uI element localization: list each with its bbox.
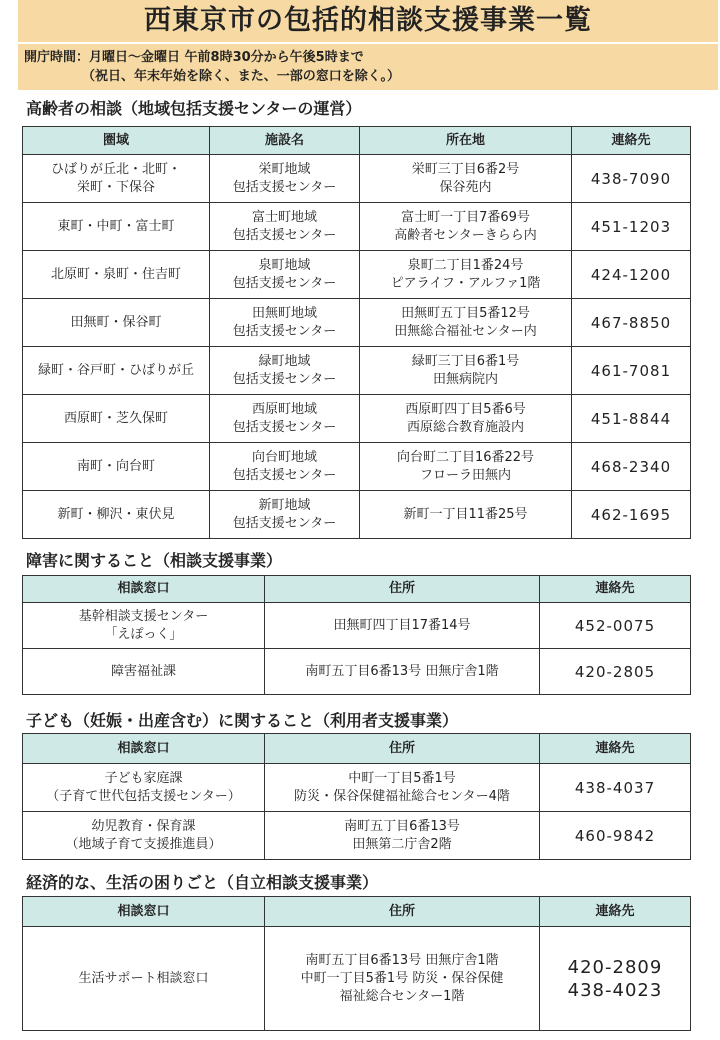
elderly-table <box>22 126 691 539</box>
table-row <box>23 251 691 299</box>
phone-cell: 420-2809 438-4023 <box>540 927 691 1031</box>
facility-cell: 泉町地域 包括支援センター <box>210 251 360 299</box>
area-cell: 南町・向台町 <box>23 443 210 491</box>
column-header: 連絡先 <box>540 897 691 927</box>
table-row <box>23 927 691 1031</box>
address-cell: 南町五丁目6番13号 田無庁舎1階 <box>265 649 540 695</box>
area-cell: ひばりが丘北・北町・ 栄町・下保谷 <box>23 155 210 203</box>
column-header: 相談窓口 <box>23 576 265 603</box>
children-table <box>22 733 691 860</box>
area-cell: 田無町・保谷町 <box>23 299 210 347</box>
children-section-heading: 子ども（妊娠・出産含む）に関すること（利用者支援事業） <box>26 711 459 730</box>
table-row <box>23 603 691 649</box>
column-header: 施設名 <box>210 127 360 155</box>
phone-cell: 438-4037 <box>540 764 691 812</box>
address-cell: 南町五丁目6番13号 田無第二庁舎2階 <box>265 812 540 860</box>
address-cell: 栄町三丁目6番2号 保谷苑内 <box>360 155 572 203</box>
phone-cell: 438-7090 <box>572 155 691 203</box>
counter-cell: 障害福祉課 <box>23 649 265 695</box>
table-row <box>23 649 691 695</box>
table-row <box>23 203 691 251</box>
facility-cell: 富士町地域 包括支援センター <box>210 203 360 251</box>
address-cell: 田無町四丁目17番14号 <box>265 603 540 649</box>
column-header: 所在地 <box>360 127 572 155</box>
phone-cell: 424-1200 <box>572 251 691 299</box>
area-cell: 北原町・泉町・住吉町 <box>23 251 210 299</box>
phone-cell: 451-1203 <box>572 203 691 251</box>
column-header: 住所 <box>265 897 540 927</box>
table-row <box>23 812 691 860</box>
office-hours-notice <box>18 44 718 90</box>
column-header: 相談窓口 <box>23 734 265 764</box>
facility-cell: 新町地域 包括支援センター <box>210 491 360 539</box>
column-header: 住所 <box>265 576 540 603</box>
counter-cell: 基幹相談支援センター 「えぽっく」 <box>23 603 265 649</box>
column-header: 圏域 <box>23 127 210 155</box>
counter-cell: 子ども家庭課 （子育て世代包括支援センター） <box>23 764 265 812</box>
facility-cell: 田無町地域 包括支援センター <box>210 299 360 347</box>
counter-cell: 幼児教育・保育課 （地域子育て支援推進員） <box>23 812 265 860</box>
table-row <box>23 395 691 443</box>
address-cell: 富士町一丁目7番69号 高齢者センターきらら内 <box>360 203 572 251</box>
column-header: 連絡先 <box>540 734 691 764</box>
table-row <box>23 764 691 812</box>
office-hours-line2: （祝日、年末年始を除く、また、一部の窓口を除く。） <box>82 69 400 84</box>
area-cell: 緑町・谷戸町・ひばりが丘 <box>23 347 210 395</box>
office-hours-line1: 開庁時間：月曜日～金曜日 午前8時30分から午後5時まで <box>24 50 364 65</box>
phone-cell: 460-9842 <box>540 812 691 860</box>
address-cell: 向台町二丁目16番22号 フローラ田無内 <box>360 443 572 491</box>
address-cell: 新町一丁目11番25号 <box>360 491 572 539</box>
table-header-row <box>23 897 691 927</box>
phone-cell: 461-7081 <box>572 347 691 395</box>
table-row <box>23 491 691 539</box>
column-header: 相談窓口 <box>23 897 265 927</box>
table-row <box>23 155 691 203</box>
elderly-section-heading: 高齢者の相談（地域包括支援センターの運営） <box>26 99 362 118</box>
economic-table <box>22 896 691 1031</box>
disability-table <box>22 575 691 695</box>
table-row <box>23 347 691 395</box>
address-cell: 南町五丁目6番13号 田無庁舎1階 中町一丁目5番1号 防災・保谷保健 福祉総合センター1階 <box>265 927 540 1031</box>
phone-cell: 468-2340 <box>572 443 691 491</box>
address-cell: 西原町四丁目5番6号 西原総合教育施設内 <box>360 395 572 443</box>
economic-section-heading: 経済的な、生活の困りごと（自立相談支援事業） <box>26 873 379 892</box>
table-header-row <box>23 127 691 155</box>
phone-cell: 462-1695 <box>572 491 691 539</box>
table-row <box>23 443 691 491</box>
facility-cell: 緑町地域 包括支援センター <box>210 347 360 395</box>
address-cell: 緑町三丁目6番1号 田無病院内 <box>360 347 572 395</box>
phone-cell: 452-0075 <box>540 603 691 649</box>
column-header: 住所 <box>265 734 540 764</box>
facility-cell: 西原町地域 包括支援センター <box>210 395 360 443</box>
page-title: 西東京市の包括的相談支援事業一覧 <box>18 0 718 42</box>
table-header-row <box>23 734 691 764</box>
area-cell: 西原町・芝久保町 <box>23 395 210 443</box>
column-header: 連絡先 <box>572 127 691 155</box>
phone-cell: 451-8844 <box>572 395 691 443</box>
phone-cell: 467-8850 <box>572 299 691 347</box>
address-cell: 田無町五丁目5番12号 田無総合福祉センター内 <box>360 299 572 347</box>
table-header-row <box>23 576 691 603</box>
phone-cell: 420-2805 <box>540 649 691 695</box>
area-cell: 新町・柳沢・東伏見 <box>23 491 210 539</box>
column-header: 連絡先 <box>540 576 691 603</box>
facility-cell: 栄町地域 包括支援センター <box>210 155 360 203</box>
address-cell: 泉町二丁目1番24号 ピアライフ・アルファ1階 <box>360 251 572 299</box>
area-cell: 東町・中町・富士町 <box>23 203 210 251</box>
table-row <box>23 299 691 347</box>
counter-cell: 生活サポート相談窓口 <box>23 927 265 1031</box>
facility-cell: 向台町地域 包括支援センター <box>210 443 360 491</box>
disability-section-heading: 障害に関すること（相談支援事業） <box>26 551 283 570</box>
address-cell: 中町一丁目5番1号 防災・保谷保健福祉総合センター4階 <box>265 764 540 812</box>
